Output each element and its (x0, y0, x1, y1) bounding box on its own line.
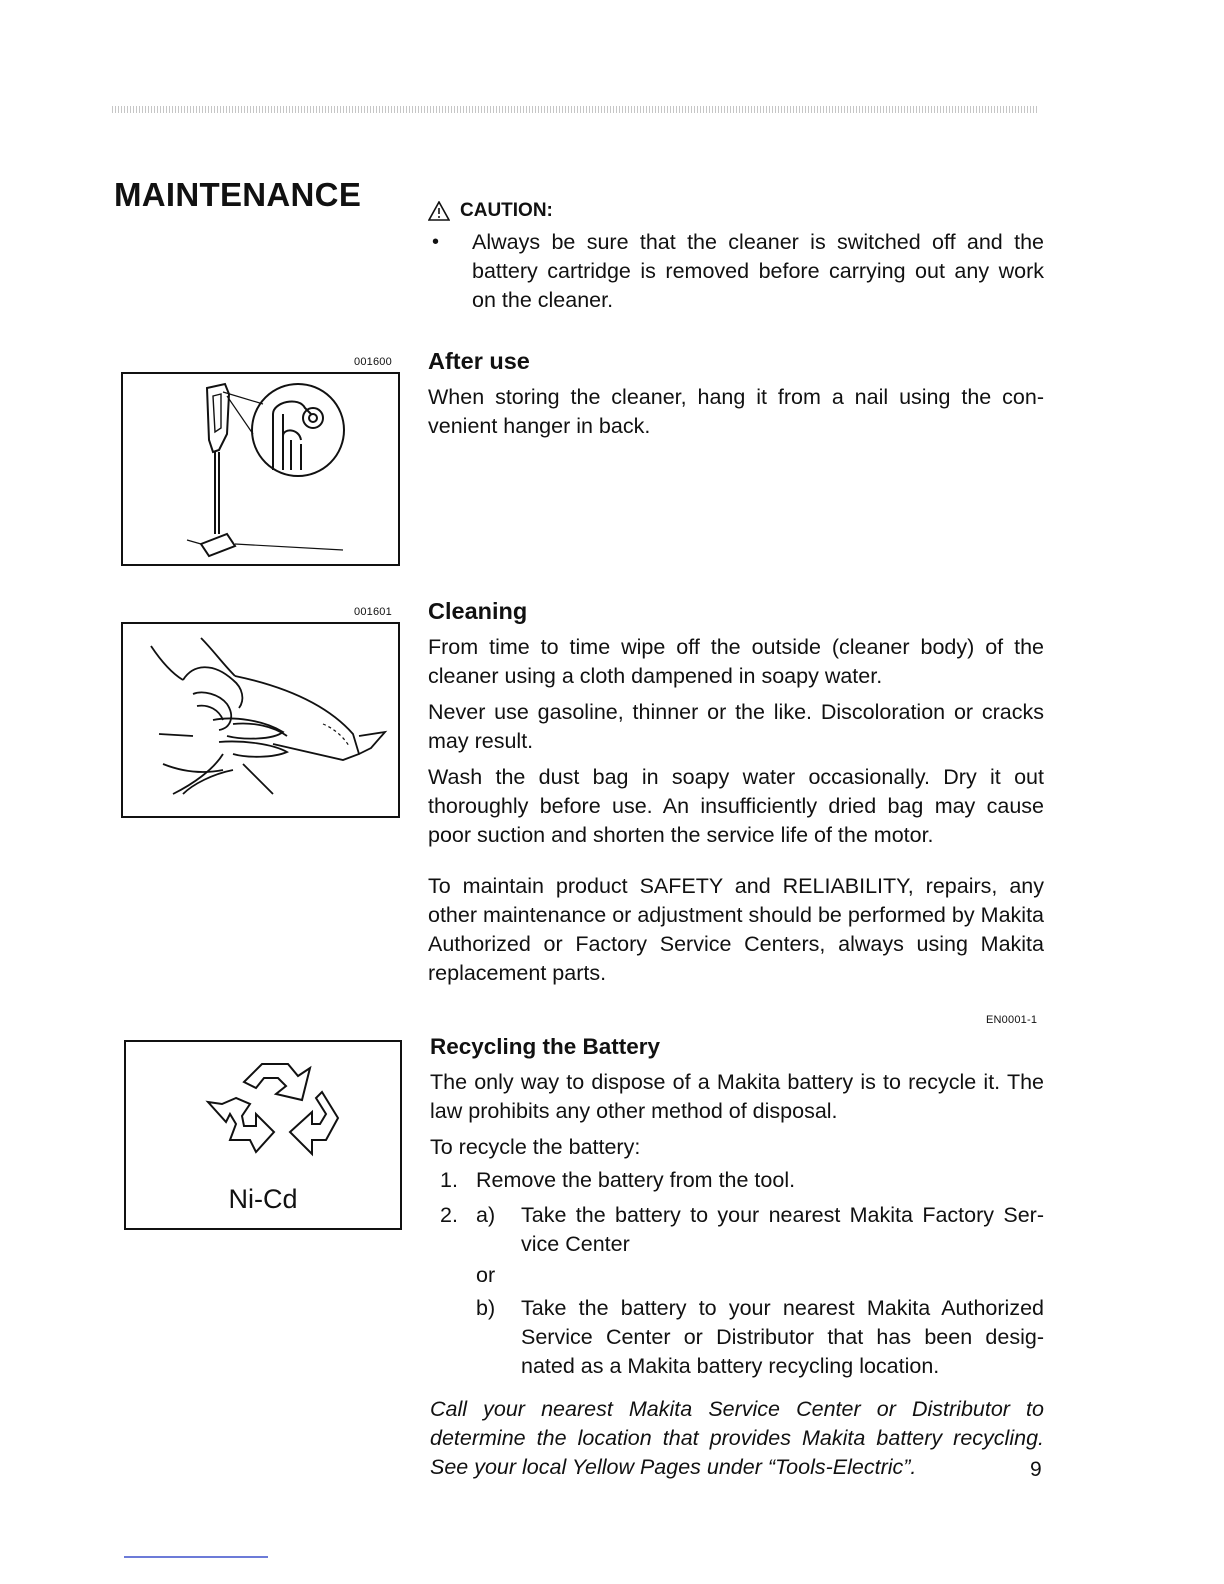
step-2-number: 2. (440, 1203, 458, 1227)
figure-code-cleaning: 001601 (354, 606, 392, 618)
step-2a (430, 1201, 1044, 1259)
hands-wiping-cleaner-icon (123, 624, 398, 816)
step-2b-text: Take the battery to your nearest Makita Authorized Service Center or Distributor that has been desig- nated as a Makita battery recycling location. (521, 1296, 1044, 1378)
step-1-text: Remove the battery from the tool. (476, 1168, 796, 1192)
caution-label: CAUTION: (460, 200, 553, 221)
footer-link-underline (124, 1556, 268, 1558)
after-use-section (428, 348, 1044, 441)
figure-code-after-use: 001600 (354, 356, 392, 368)
caution-block (428, 200, 1044, 315)
step-1 (430, 1166, 1044, 1195)
recycle-logo-box (124, 1040, 402, 1230)
page-number: 9 (1030, 1458, 1042, 1481)
cleaning-section (428, 598, 1044, 988)
step-2b (430, 1294, 1044, 1381)
cleaning-paragraph-1: From time to time wipe off the outside (cleaner body) of the cleaner using a cloth dampened in soapy water. (428, 635, 1044, 688)
step-2b-label: b) (476, 1296, 496, 1320)
recycling-note: Call your nearest Makita Service Center or Distributor to determine the location that provides Makita battery recycling. See your local Yellow Pages under “Tools-Electric”. (430, 1397, 1044, 1479)
section-title: MAINTENANCE (114, 176, 362, 213)
or-text: or (476, 1263, 496, 1287)
safety-paragraph: To maintain product SAFETY and RELIABILITY, repairs, any other maintenance or adjustment should be performed by Makita Authorized or Factory Service Centers, always using Makita replacement parts. (428, 874, 1044, 985)
recycling-section (430, 1034, 1044, 1482)
cleaning-paragraph-3: Wash the dust bag in soapy water occasionally. Dry it out thoroughly before use. An insufficiently dried bag may cause poor suction and shorten the service life of the motor. (428, 765, 1044, 847)
cleaning-paragraph-2: Never use gasoline, thinner or the like. Discoloration or cracks may result. (428, 700, 1044, 753)
ni-cd-label: Ni-Cd (228, 1184, 298, 1214)
after-use-text: When storing the cleaner, hang it from a nail using the con- venient hanger in back. (428, 385, 1044, 438)
caution-text: Always be sure that the cleaner is switched off and the battery cartridge is removed before carrying out any work on the cleaner. (472, 230, 1044, 312)
cleaning-heading: Cleaning (428, 598, 528, 624)
step-1-number: 1. (440, 1168, 458, 1192)
step-2a-label: a) (476, 1203, 496, 1227)
bullet-dot-icon: • (432, 231, 440, 253)
section-code-recycling: EN0001-1 (986, 1014, 1038, 1026)
caution-bullet (428, 228, 1044, 315)
after-use-illustration (121, 372, 400, 566)
top-decorative-rule (112, 106, 1038, 113)
step-2-or (430, 1261, 1044, 1290)
cleaning-illustration (121, 622, 400, 818)
warning-triangle-icon (428, 201, 450, 221)
caution-heading (428, 200, 1044, 222)
after-use-heading: After use (428, 348, 530, 374)
recycling-intro: The only way to dispose of a Makita battery is to recycle it. The law prohibits any other method of disposal. (430, 1070, 1044, 1123)
step-2a-text: Take the battery to your nearest Makita Factory Ser- vice Center (521, 1203, 1044, 1256)
recycling-lead: To recycle the battery: (430, 1135, 641, 1159)
recycle-icon (126, 1042, 400, 1182)
vacuum-hanging-icon (123, 374, 398, 564)
recycling-heading: Recycling the Battery (430, 1034, 661, 1059)
